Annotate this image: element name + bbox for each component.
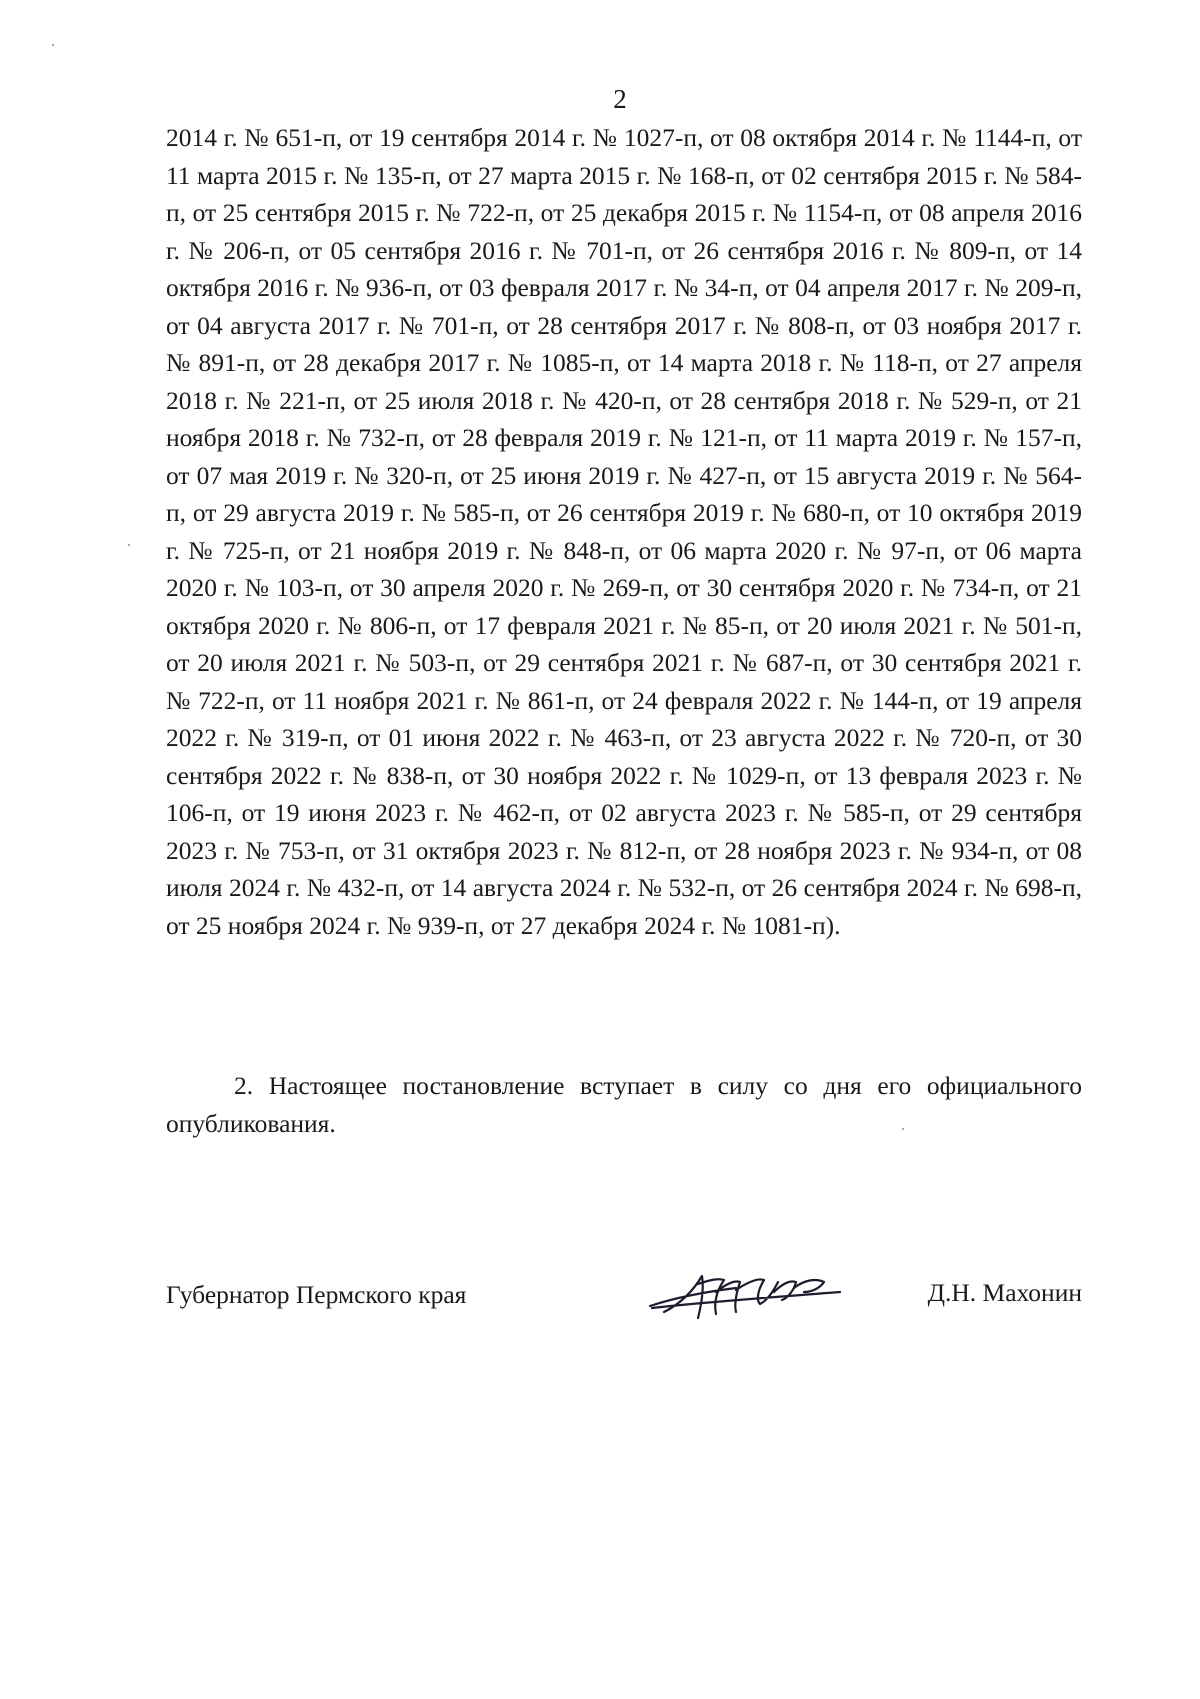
- scan-speck: [128, 544, 130, 546]
- signatory-name: Д.Н. Махонин: [927, 1278, 1082, 1307]
- amendments-list-paragraph: 2014 г. № 651-п, от 19 сентября 2014 г. № 1027-п, от 08 октября 2014 г. № 1144-п, от 11 марта 2015 г. № 135-п, от 27 марта 2015 г. № 168-п, от 02 сентября 2015 г. № 584-п, от 25 сентября 2015 г. № 722-п, от 25 декабря 2015 г. № 1154-п, от 08 апреля 2016 г. № 206-п, от 05 сентября 2016 г. № 701-п, от 26 сентября 2016 г. № 809-п, от 14 октября 2016 г. № 936-п, от 03 февраля 2017 г. № 34-п, от 04 апреля 2017 г. № 209-п, от 04 августа 2017 г. № 701-п, от 28 сентября 2017 г. № 808-п, от 03 ноября 2017 г. № 891-п, от 28 декабря 2017 г. № 1085-п, от 14 марта 2018 г. № 118-п, от 27 апреля 2018 г. № 221-п, от 25 июля 2018 г. № 420-п, от 28 сентября 2018 г. № 529-п, от 21 ноября 2018 г. № 732-п, от 28 февраля 2019 г. № 121-п, от 11 марта 2019 г. № 157-п, от 07 мая 2019 г. № 320-п, от 25 июня 2019 г. № 427-п, от 15 августа 2019 г. № 564-п, от 29 августа 2019 г. № 585-п, от 26 сентября 2019 г. № 680-п, от 10 октября 2019 г. № 725-п, от 21 ноября 2019 г. № 848-п, от 06 марта 2020 г. № 97-п, от 06 марта 2020 г. № 103-п, от 30 апреля 2020 г. № 269-п, от 30 сентября 2020 г. № 734-п, от 21 октября 2020 г. № 806-п, от 17 февраля 2021 г. № 85-п, от 20 июля 2021 г. № 501-п, от 20 июля 2021 г. № 503-п, от 29 сентября 2021 г. № 687-п, от 30 сентября 2021 г. № 722-п, от 11 ноября 2021 г. № 861-п, от 24 февраля 2022 г. № 144-п, от 19 апреля 2022 г. № 319-п, от 01 июня 2022 г. № 463-п, от 23 августа 2022 г. № 720-п, от 30 сентября 2022 г. № 838-п, от 30 ноября 2022 г. № 1029-п, от 13 февраля 2023 г. № 106-п, от 19 июня 2023 г. № 462-п, от 02 августа 2023 г. № 585-п, от 29 сентября 2023 г. № 753-п, от 31 октября 2023 г. № 812-п, от 28 ноября 2023 г. № 934-п, от 08 июля 2024 г. № 432-п, от 14 августа 2024 г. № 532-п, от 26 сентября 2024 г. № 698-п, от 25 ноября 2024 г. № 939-п, от 27 декабря 2024 г. № 1081-п).: [166, 123, 1082, 940]
- signatory-title: Губернатор Пермского края: [166, 1280, 467, 1309]
- page-number: 2: [613, 84, 627, 114]
- signature-block: [166, 1270, 1082, 1330]
- scan-speck: [52, 44, 54, 46]
- handwritten-signature: [644, 1262, 844, 1324]
- scan-speck: [902, 1128, 904, 1130]
- effective-date-paragraph: 2. Настоящее постановление вступает в силу со дня его официального опубликования.: [166, 1071, 1082, 1138]
